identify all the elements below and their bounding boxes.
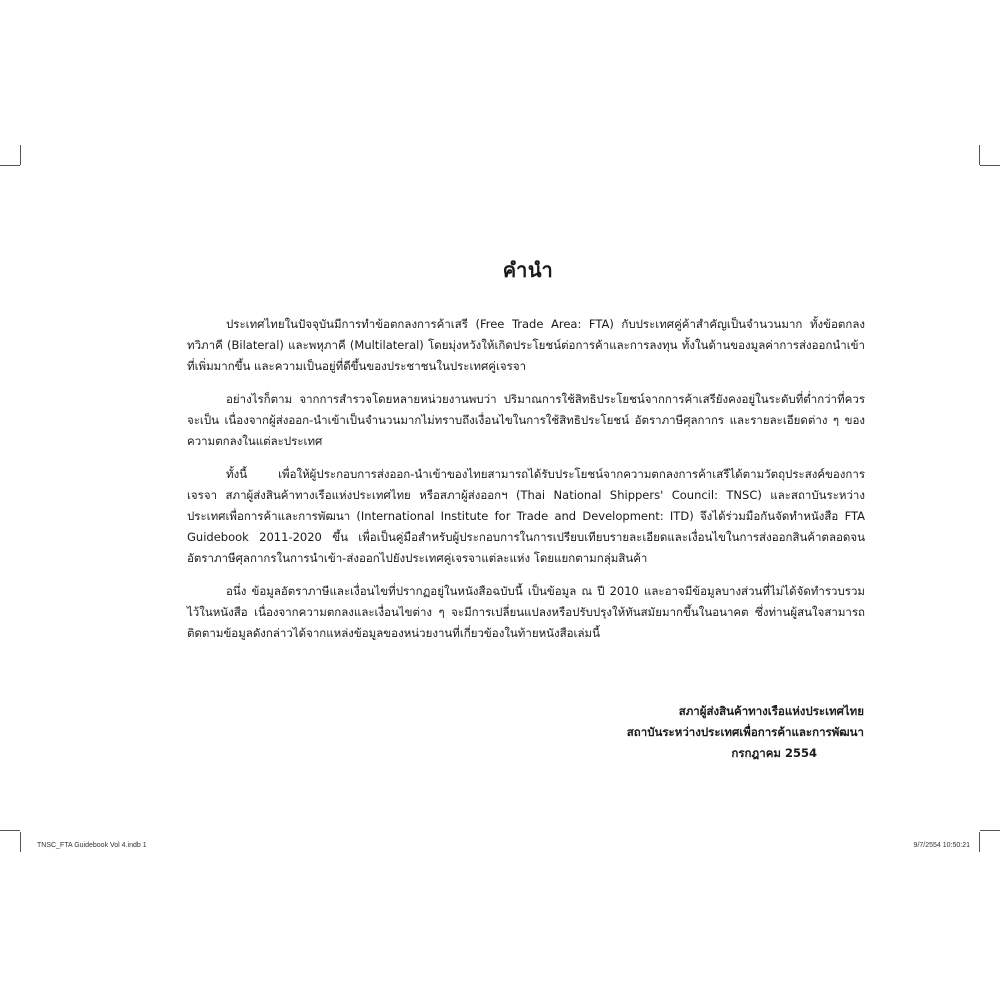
paragraph: อย่างไรก็ตาม จากการสำรวจโดยหลายหน่วยงานพบว่า ปริมาณการใช้สิทธิประโยชน์จากการค้าเสรียังคงอยู่ในระดับที่ต่ำกว่าที่ควรจะเป็น เนื่องจากผู้ส่งออก-นำเข้าเป็นจำนวนมากไม่ทราบถึงเงื่อนไขในการใช้สิทธิประโยชน์ อัตราภาษีศุลกากร และรายละเอียดต่าง ๆ ของความตกลงในแต่ละประเทศ: [187, 392, 865, 448]
preface-body: [187, 314, 865, 656]
crop-mark: [0, 165, 20, 166]
signature-date: กรกฎาคม 2554: [731, 746, 817, 760]
page-title: คำนำ: [502, 258, 554, 282]
signature-org-1: สภาผู้ส่งสินค้าทางเรือแห่งประเทศไทย: [678, 704, 864, 718]
crop-mark: [980, 165, 1000, 166]
crop-mark: [20, 832, 21, 852]
crop-mark: [979, 832, 980, 852]
paragraph: ทั้งนี้ เพื่อให้ผู้ประกอบการส่งออก-นำเข้าของไทยสามารถได้รับประโยชน์จากความตกลงการค้าเสรีได้ตามวัตถุประสงค์ของการเจรจา สภาผู้ส่งสินค้าทางเรือแห่งประเทศไทย หรือสภาผู้ส่งออกฯ (Thai National Shippers' Council: TNSC) และสถาบันระหว่างประเทศเพื่อการค้าและการพัฒนา (International Institute for Trade and Development: ITD) จึงได้ร่วมมือกันจัดทำหนังสือ FTA Guidebook 2011-2020 ขึ้น เพื่อเป็นคู่มือสำหรับผู้ประกอบการในการเปรียบเทียบรายละเอียดและเงื่อนไขในการส่งออกสินค้าตลอดจนอัตราภาษีศุลกากรในการนำเข้า-ส่งออกไปยังประเทศคู่เจรจาแต่ละแห่ง โดยแยกตามกลุ่มสินค้า: [187, 467, 865, 565]
crop-mark: [979, 145, 980, 165]
paragraph: อนึ่ง ข้อมูลอัตราภาษีและเงื่อนไขที่ปรากฏอยู่ในหนังสือฉบับนี้ เป็นข้อมูล ณ ปี 2010 และอาจมีข้อมูลบางส่วนที่ไม่ได้จัดทำรวบรวมไว้ในหนังสือ เนื่องจากความตกลงและเงื่อนไขต่าง ๆ จะมีการเปลี่ยนแปลงหรือปรับปรุงให้ทันสมัยมากขึ้นในอนาคต ซึ่งท่านผู้สนใจสามารถติดตามข้อมูลดังกล่าวได้จากแหล่งข้อมูลของหน่วยงานที่เกี่ยวข้องในท้ายหนังสือเล่มนี้: [187, 584, 865, 640]
crop-mark: [20, 145, 21, 165]
signature-org-2: สถาบันระหว่างประเทศเพื่อการค้าและการพัฒนา: [626, 725, 864, 739]
crop-mark: [980, 830, 1000, 831]
footer-file-info: TNSC_FTA Guidebook Vol 4.indb 1: [37, 842, 147, 849]
paragraph: ประเทศไทยในปัจจุบันมีการทำข้อตกลงการค้าเสรี (Free Trade Area: FTA) กับประเทศคู่ค้าสำคัญเป็นจำนวนมาก ทั้งข้อตกลงทวิภาคี (Bilateral) และพหุภาคี (Multilateral) โดยมุ่งหวังให้เกิดประโยชน์ต่อการค้าและการลงทุน ทั้งในด้านของมูลค่าการส่งออกนำเข้าที่เพิ่มมากขึ้น และความเป็นอยู่ที่ดีขึ้นของประชาชนในประเทศคู่เจรจา: [187, 317, 865, 373]
crop-mark: [0, 830, 20, 831]
signature-block: [564, 701, 864, 764]
footer-timestamp: 9/7/2554 10:50:21: [913, 842, 970, 849]
